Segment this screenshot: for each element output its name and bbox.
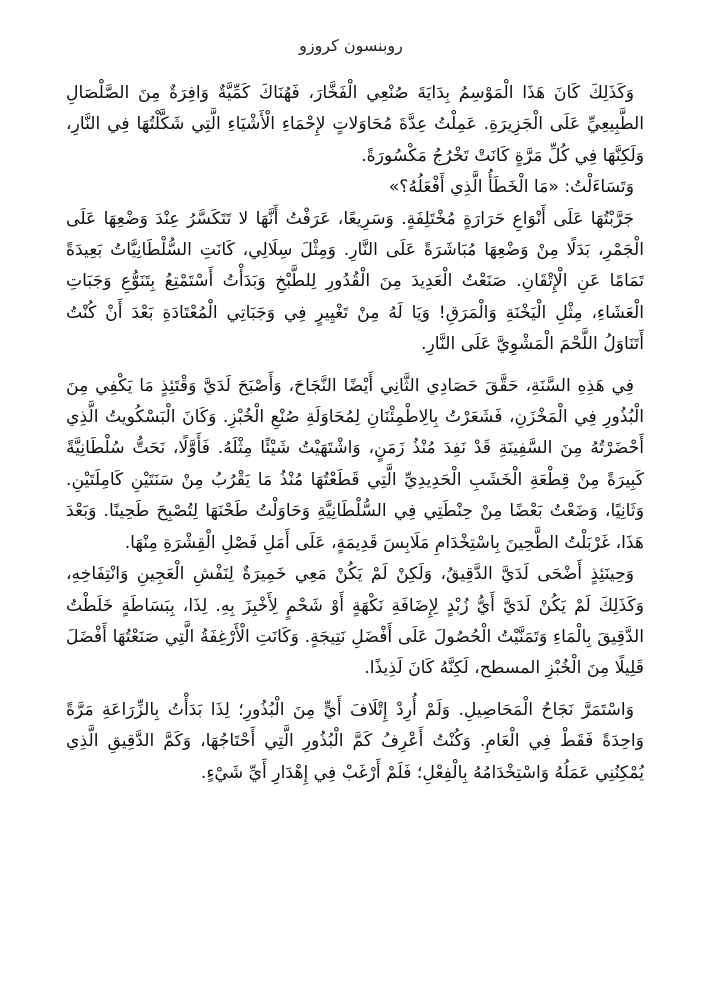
body-text	[66, 78, 644, 789]
paragraph-bread-making: وَحِينَئِذٍ أَضْحَى لَدَيَّ الدَّقِيقُ، وَلَكِنْ لَمْ يَكُنْ مَعِي خَمِيرَةٌ لِنَفْشِ الْعَجِينِ وَانْتِفَاخِهِ، وَكَذَلِكَ لَمْ يَكُنْ لَدَيَّ أَيُّ زُبْدٍ لِإِضَافَةِ نَكْهَةٍ أَوْ شَحْمٍ لِأَخْبِزَ بِهِ. لِذَا، بِبَسَاطَةٍ خَلَطْتُ الدَّقِيقَ بِالْمَاءِ وَتَمَنَّيْتُ الْحُصُولَ عَلَى أَفْضَلِ نَتِيجَةٍ. وَكَانَتِ الْأَرْغِفَةُ الَّتِي صَنَعْتُهَا أَفْضَلَ قَلِيلًا مِنَ الْخُبْزِ المسطح، لَكِنَّهُ كَانَ لَذِيذًا.	[66, 564, 644, 679]
paragraph-question: وَتَسَاءَلْتُ: «مَا الْخَطَأُ الَّذِي أَفْعَلُهُ؟»	[388, 177, 634, 198]
running-header-book-title: روبنسون كروزو	[299, 36, 403, 55]
paragraph-second-harvest: فِي هَذِهِ السَّنَةِ، حَقَّقَ حَصَادِي الثَّانِي أَيْضًا النَّجَاحَ، وَأَصْبَحَ لَدَيَّ وَقْتَئِذٍ مَا يَكْفِي مِنَ الْبُذُورِ فِي الْمَخْزَنِ، فَشَعَرْتُ بِالِاطْمِئْنَانِ لِمُحَاوَلَةِ صُنْعِ الْخُبْزِ. وَكَانَ الْبَسْكُويتُ الَّذِي أَحْضَرْتُهُ مِنَ السَّفِينَةِ قَدْ نَفِدَ مُنْذُ زَمَنٍ، وَاشْتَهَيْتُ شَيْئًا مِثْلَهُ. فَأَوَّلًا، نَحَتُّ سُلْطَانِيَّةً كَبِيرَةً مِنْ قِطْعَةِ الْخَشَبِ الْحَدِيدِيِّ الَّتِي قَطَعْتُهَا مُنْذُ مَا يَقْرُبُ مِنْ سَنَتَيْنِ كَامِلَتَيْنِ. وَثَانِيًا، وَضَعْتُ بَعْضًا مِنْ حِنْطَتِي فِي السُّلْطَانِيَّةِ وَحَاوَلْتُ طَحْنَهَا لِتُصْبِحَ طَحِينًا. وَبَعْدَ هَذَا، غَرْبَلْتُ الطَّحِينَ بِاسْتِخْدَامِ مَلَابِسَ قَدِيمَةٍ، عَلَى أَمَلِ فَصْلِ الْقِشْرَةِ مِنْهَا.	[66, 375, 644, 553]
paragraph-crops: وَاسْتَمَرَّ نَجَاحُ الْمَحَاصِيلِ. وَلَمْ أُرِدْ إِتْلَافَ أَيٍّ مِنَ الْبُذُورِ؛ لِذَا بَدَأْتُ بِالزِّرَاعَةِ مَرَّةً وَاحِدَةً فَقَطْ فِي الْعَامِ. وَكُنْتُ أَعْرِفُ كَمَّ الْبُذُورِ الَّتِي أَحْتَاجُهَا، وَكَمَّ الدَّقِيقِ الَّذِي يُمْكِنُنِي عَمَلُهُ وَاسْتِخْدَامُهُ بِالْفِعْلِ؛ فَلَمْ أَرْغَبْ فِي إِهْدَارِ أَيِّ شَيْءٍ.	[66, 699, 644, 783]
paragraph-pottery: وَكَذَلِكَ كَانَ هَذَا الْمَوْسِمُ بِدَايَةَ صُنْعِي الْفَخَّارَ، فَهُنَاكَ كَمِّيَّةٌ وَافِرَةٌ مِنَ الصَّلْصَالِ الطَّبِيعِيِّ عَلَى الْجَزِيرَةِ. عَمِلْتُ عِدَّةَ مُحَاوَلاتٍ لإِحْمَاءِ الْأَشْيَاءِ الَّتِي شَكَّلْتُهَا فِي النَّارِ، وَلَكِنَّهَا فِي كُلِّ مَرَّةٍ كَانَتْ تَخْرُجُ مَكْسُورَةً.	[66, 83, 644, 166]
paragraph-cooking-pots: جَرَّبْتُهَا عَلَى أَنْوَاعِ حَرَارَةٍ مُخْتَلِفَةٍ. وَسَرِيعًا، عَرَفْتُ أَنَّهَا لا تَتَكَسَّرُ عِنْدَ وَضْعِهَا عَلَى الْجَمْرِ، بَدَلًا مِنْ وَضْعِهَا مُبَاشَرَةً عَلَى النَّارِ. وَمِثْلَ سِلَالِي، كَانَتِ السُّلْطَانِيَّاتُ بَعِيدَةً تَمَامًا عَنِ الْإِتْقَانِ. صَنَعْتُ الْعَدِيدَ مِنَ الْقُدُورِ لِلطَّبْخِ وَبَدَأْتُ أَسْتَمْتِعُ بِتَنَوُّعِ وَجَبَاتِ الْعَشَاءِ، مِثْلِ الْيَخْنَةِ وَالْمَرَقِ! وَيَا لَهُ مِنْ تَغْيِيرٍ فِي وَجَبَاتِي الْمُعْتَادَةِ بَعْدَ أَنْ كُنْتُ أَتَنَاوَلُ اللَّحْمَ الْمَشْوِيَّ عَلَى النَّارِ.	[66, 208, 644, 355]
